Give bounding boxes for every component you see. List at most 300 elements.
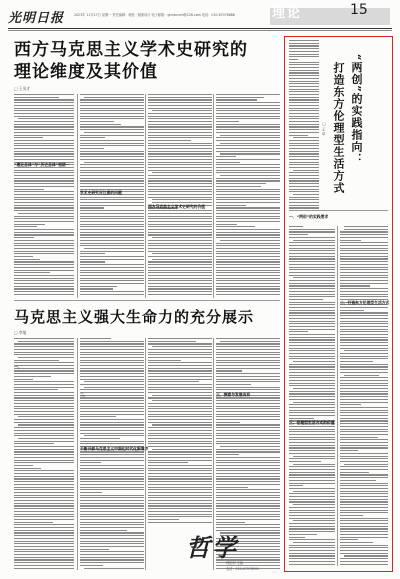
text-line xyxy=(14,476,74,477)
text-line xyxy=(340,277,388,278)
text-line xyxy=(148,148,212,149)
text-line xyxy=(80,462,101,463)
text-line xyxy=(216,470,280,471)
text-line xyxy=(14,116,74,117)
text-line xyxy=(148,427,212,428)
text-line xyxy=(80,365,144,366)
text-line xyxy=(80,164,144,165)
masthead-meta: 2023年 11月27日 星期一 责任编辑：理论 · 版面设计 电子邮箱：gmrbcuml@126.com 电话：010-67078888 xyxy=(74,13,235,17)
text-line xyxy=(14,535,74,536)
text-line xyxy=(80,484,144,485)
text-line xyxy=(340,285,370,286)
text-line xyxy=(80,270,144,271)
text-line xyxy=(148,232,212,233)
text-line xyxy=(148,495,212,496)
text-line xyxy=(80,441,144,442)
text-line xyxy=(340,307,388,308)
text-line xyxy=(289,372,335,373)
text-line xyxy=(289,447,335,448)
text-line xyxy=(340,512,388,513)
text-line xyxy=(289,234,308,235)
text-line xyxy=(340,310,364,311)
text-line xyxy=(289,102,319,103)
text-line xyxy=(148,446,212,447)
text-line xyxy=(80,286,117,287)
sidebar-column-1 xyxy=(289,226,335,566)
text-line xyxy=(84,568,144,569)
text-line xyxy=(340,240,361,241)
text-line xyxy=(148,186,212,187)
text-line xyxy=(293,520,335,521)
text-line xyxy=(289,231,335,232)
text-line xyxy=(148,430,212,431)
text-line xyxy=(289,561,335,562)
text-line xyxy=(340,237,388,238)
text-line xyxy=(14,503,74,504)
text-line xyxy=(293,361,335,362)
text-line xyxy=(80,145,144,146)
text-line xyxy=(289,399,335,400)
text-line xyxy=(80,232,144,233)
text-line xyxy=(14,554,74,555)
text-line xyxy=(340,294,388,295)
text-line xyxy=(80,118,144,119)
text-line xyxy=(80,403,144,404)
text-line xyxy=(289,89,319,90)
text-line xyxy=(14,248,74,249)
text-line xyxy=(216,468,280,469)
text-line xyxy=(80,551,144,552)
text-line xyxy=(80,535,144,536)
text-line xyxy=(340,437,378,438)
text-line xyxy=(289,304,335,305)
text-line xyxy=(80,172,144,173)
text-line xyxy=(148,492,212,493)
top-rule xyxy=(8,28,392,29)
text-line xyxy=(148,280,212,281)
text-line xyxy=(216,362,280,363)
text-line xyxy=(148,137,212,138)
text-line xyxy=(148,216,212,217)
text-line xyxy=(289,534,317,535)
text-line xyxy=(289,162,319,163)
text-line xyxy=(289,391,335,392)
text-line xyxy=(14,368,74,369)
text-line xyxy=(340,377,388,378)
text-line xyxy=(289,507,335,508)
text-line xyxy=(216,261,280,262)
text-line xyxy=(80,218,144,219)
text-line xyxy=(80,226,144,227)
text-line xyxy=(80,135,144,136)
text-line xyxy=(216,121,239,122)
text-line xyxy=(216,178,280,179)
article2-subhead-3: 三、探索与发展具有 xyxy=(216,392,251,397)
text-line xyxy=(289,56,319,57)
text-line xyxy=(14,99,74,100)
text-line xyxy=(80,245,144,246)
text-line xyxy=(14,430,74,431)
text-line xyxy=(340,431,388,432)
text-line xyxy=(216,481,280,482)
text-line xyxy=(216,505,280,506)
text-line xyxy=(80,492,102,493)
text-line xyxy=(80,508,144,509)
text-line xyxy=(289,172,319,173)
text-line xyxy=(80,497,144,498)
text-line xyxy=(80,153,144,154)
text-line xyxy=(152,400,212,401)
text-line xyxy=(148,178,212,179)
text-line xyxy=(216,116,280,117)
text-line xyxy=(340,518,388,519)
text-line xyxy=(216,376,280,377)
text-line xyxy=(216,433,280,434)
text-line xyxy=(293,402,335,403)
text-line xyxy=(340,245,388,246)
text-line xyxy=(289,369,335,370)
text-line xyxy=(289,164,319,165)
text-line xyxy=(148,451,212,452)
text-line xyxy=(216,272,280,273)
text-line xyxy=(216,403,280,404)
text-line xyxy=(14,484,74,485)
text-line xyxy=(80,384,144,385)
text-line xyxy=(289,288,335,289)
text-line xyxy=(148,397,212,398)
text-line xyxy=(216,508,280,509)
text-line xyxy=(80,94,144,95)
text-line xyxy=(80,392,144,393)
text-line xyxy=(216,368,280,369)
text-line xyxy=(14,183,74,184)
text-line xyxy=(289,97,319,98)
text-line xyxy=(289,458,335,459)
text-line xyxy=(216,360,280,361)
text-line xyxy=(289,113,319,114)
text-line xyxy=(14,451,74,452)
text-line xyxy=(80,514,144,515)
text-line xyxy=(148,454,212,455)
text-line xyxy=(289,229,335,230)
text-line xyxy=(14,449,74,450)
text-line xyxy=(148,343,212,344)
text-line xyxy=(289,45,319,46)
text-line xyxy=(148,379,212,380)
text-line xyxy=(14,414,74,415)
text-line xyxy=(148,389,212,390)
text-line xyxy=(289,472,335,473)
text-line xyxy=(14,352,74,353)
text-line xyxy=(148,240,212,241)
text-line xyxy=(14,251,74,252)
text-line xyxy=(14,232,74,233)
text-line xyxy=(148,99,212,100)
text-line xyxy=(14,557,74,558)
text-line xyxy=(14,443,54,444)
article2-column-3 xyxy=(148,338,212,524)
text-line xyxy=(148,143,212,144)
text-line xyxy=(80,116,144,117)
article1-subhead-1: “理论总体”与“历史总体”相统一 xyxy=(14,162,70,167)
text-line xyxy=(14,105,74,106)
sidebar-subhead-1: 一、“两创”的实践要求 xyxy=(289,214,329,219)
text-line xyxy=(340,423,388,424)
text-line xyxy=(80,354,144,355)
text-line xyxy=(148,156,212,157)
text-line xyxy=(84,162,144,163)
text-line xyxy=(18,438,74,439)
text-line xyxy=(289,75,319,76)
article1-subhead-2: 学术史研究应注意的问题 xyxy=(80,190,122,195)
text-line xyxy=(289,183,319,184)
text-line xyxy=(289,393,335,394)
text-line xyxy=(340,426,388,427)
text-line xyxy=(80,275,144,276)
text-line xyxy=(289,59,298,60)
text-line xyxy=(14,500,74,501)
text-line xyxy=(293,170,319,171)
text-line xyxy=(80,489,144,490)
text-line xyxy=(80,99,144,100)
text-line xyxy=(340,380,388,381)
text-line xyxy=(216,267,280,268)
text-line xyxy=(14,140,74,141)
text-line xyxy=(80,430,144,431)
text-line xyxy=(14,568,74,569)
text-line xyxy=(293,388,335,389)
text-line xyxy=(14,97,59,98)
text-line xyxy=(14,381,74,382)
text-line xyxy=(289,348,335,349)
text-line xyxy=(344,350,388,351)
text-line xyxy=(80,110,144,111)
text-line xyxy=(80,124,121,125)
text-line xyxy=(14,270,74,271)
text-line xyxy=(14,435,74,436)
text-line xyxy=(293,456,335,457)
text-line xyxy=(152,259,212,260)
text-line xyxy=(289,245,335,246)
text-line xyxy=(14,110,74,111)
text-line xyxy=(289,445,335,446)
text-line xyxy=(340,280,388,281)
text-line xyxy=(340,348,388,349)
text-line xyxy=(148,438,212,439)
text-line xyxy=(289,189,319,190)
text-line xyxy=(340,288,388,289)
text-line xyxy=(289,466,335,467)
text-line xyxy=(216,280,280,281)
text-line xyxy=(80,454,144,455)
text-line xyxy=(289,474,335,475)
text-line xyxy=(80,143,144,144)
text-line xyxy=(289,197,319,198)
text-line xyxy=(148,197,212,198)
text-line xyxy=(80,288,113,289)
text-line xyxy=(152,395,212,396)
text-line xyxy=(340,372,388,373)
text-line xyxy=(216,199,280,200)
text-line xyxy=(148,275,212,276)
text-line xyxy=(14,259,40,260)
text-line xyxy=(80,283,144,284)
text-line xyxy=(14,551,74,552)
text-line xyxy=(80,180,144,181)
text-line xyxy=(14,151,74,152)
text-line xyxy=(216,492,280,493)
text-line xyxy=(14,291,74,292)
text-line xyxy=(80,397,144,398)
text-line xyxy=(18,118,74,119)
text-line xyxy=(14,397,74,398)
text-line xyxy=(340,488,388,489)
text-line xyxy=(340,499,388,500)
text-line xyxy=(148,403,212,404)
text-line xyxy=(340,564,388,565)
text-line xyxy=(216,202,280,203)
text-line xyxy=(344,375,379,376)
text-line xyxy=(289,512,335,513)
text-line xyxy=(80,213,144,214)
text-line xyxy=(216,416,280,417)
text-line xyxy=(289,175,319,176)
text-line xyxy=(14,565,74,566)
text-line xyxy=(289,564,335,565)
sidebar-column-2 xyxy=(340,226,388,566)
text-line xyxy=(18,416,74,417)
text-line xyxy=(148,465,212,466)
text-line xyxy=(216,126,280,127)
text-line xyxy=(148,381,199,382)
text-line xyxy=(14,234,74,235)
text-line xyxy=(289,105,319,106)
text-line xyxy=(80,457,144,458)
text-line xyxy=(216,462,280,463)
text-line xyxy=(14,559,74,560)
text-line xyxy=(289,310,335,311)
text-line xyxy=(289,429,335,430)
text-line xyxy=(80,151,144,152)
masthead xyxy=(8,6,392,28)
text-line xyxy=(148,352,212,353)
text-line xyxy=(289,553,335,554)
text-line xyxy=(289,135,308,136)
text-line xyxy=(340,353,388,354)
text-line xyxy=(148,508,212,509)
text-line xyxy=(216,411,280,412)
text-line xyxy=(289,526,335,527)
text-line xyxy=(14,145,74,146)
text-line xyxy=(148,108,212,109)
text-line xyxy=(216,148,280,149)
text-line xyxy=(148,159,212,160)
text-line xyxy=(148,338,212,339)
text-line xyxy=(14,478,74,479)
text-line xyxy=(14,186,74,187)
text-line xyxy=(80,183,144,184)
text-line xyxy=(14,261,74,262)
text-line xyxy=(14,153,74,154)
text-line xyxy=(148,97,212,98)
text-line xyxy=(216,229,280,230)
text-line xyxy=(14,283,74,284)
text-line xyxy=(216,170,280,171)
text-line xyxy=(289,496,335,497)
text-line xyxy=(148,94,212,95)
text-line xyxy=(216,400,280,401)
text-line xyxy=(289,116,319,117)
text-line xyxy=(289,67,319,68)
text-line xyxy=(148,473,212,474)
text-line xyxy=(80,373,144,374)
text-line xyxy=(14,210,74,211)
text-line xyxy=(289,48,319,49)
text-line xyxy=(14,267,74,268)
text-line xyxy=(289,294,335,295)
text-line xyxy=(148,116,212,117)
text-line xyxy=(289,264,335,265)
text-line xyxy=(80,516,144,517)
text-line xyxy=(14,387,74,388)
text-line xyxy=(148,416,212,417)
text-line xyxy=(148,267,212,268)
text-line xyxy=(289,410,335,411)
text-line xyxy=(14,224,45,225)
text-line xyxy=(289,302,335,303)
text-line xyxy=(148,406,212,407)
text-line xyxy=(289,178,319,179)
text-line xyxy=(340,531,388,532)
text-line xyxy=(340,334,388,335)
text-line xyxy=(80,549,109,550)
text-line xyxy=(80,559,144,560)
text-line xyxy=(216,489,280,490)
text-line xyxy=(18,213,74,214)
text-line xyxy=(216,226,255,227)
text-line xyxy=(340,507,388,508)
text-line xyxy=(289,272,335,273)
article1-title-line1: 西方马克思主义学术史研究的 xyxy=(14,40,248,60)
text-line xyxy=(80,352,144,353)
text-line xyxy=(14,468,41,469)
text-line xyxy=(289,383,335,384)
text-line xyxy=(80,562,144,563)
text-line xyxy=(289,437,335,438)
text-line xyxy=(80,538,144,539)
text-line xyxy=(148,503,212,504)
text-line xyxy=(340,321,388,322)
text-line xyxy=(289,205,319,206)
text-line xyxy=(80,243,144,244)
text-line xyxy=(289,493,335,494)
text-line xyxy=(80,256,144,257)
text-line xyxy=(289,461,321,462)
text-line xyxy=(80,416,116,417)
text-line xyxy=(340,407,388,408)
text-line xyxy=(216,476,280,477)
text-line xyxy=(289,110,319,111)
text-line xyxy=(14,481,74,482)
text-line xyxy=(216,191,280,192)
text-line xyxy=(14,527,74,528)
text-line xyxy=(148,422,212,423)
text-line xyxy=(216,438,280,439)
text-line xyxy=(14,562,74,563)
text-line xyxy=(84,248,144,249)
text-line xyxy=(216,379,280,380)
text-line xyxy=(289,143,319,144)
